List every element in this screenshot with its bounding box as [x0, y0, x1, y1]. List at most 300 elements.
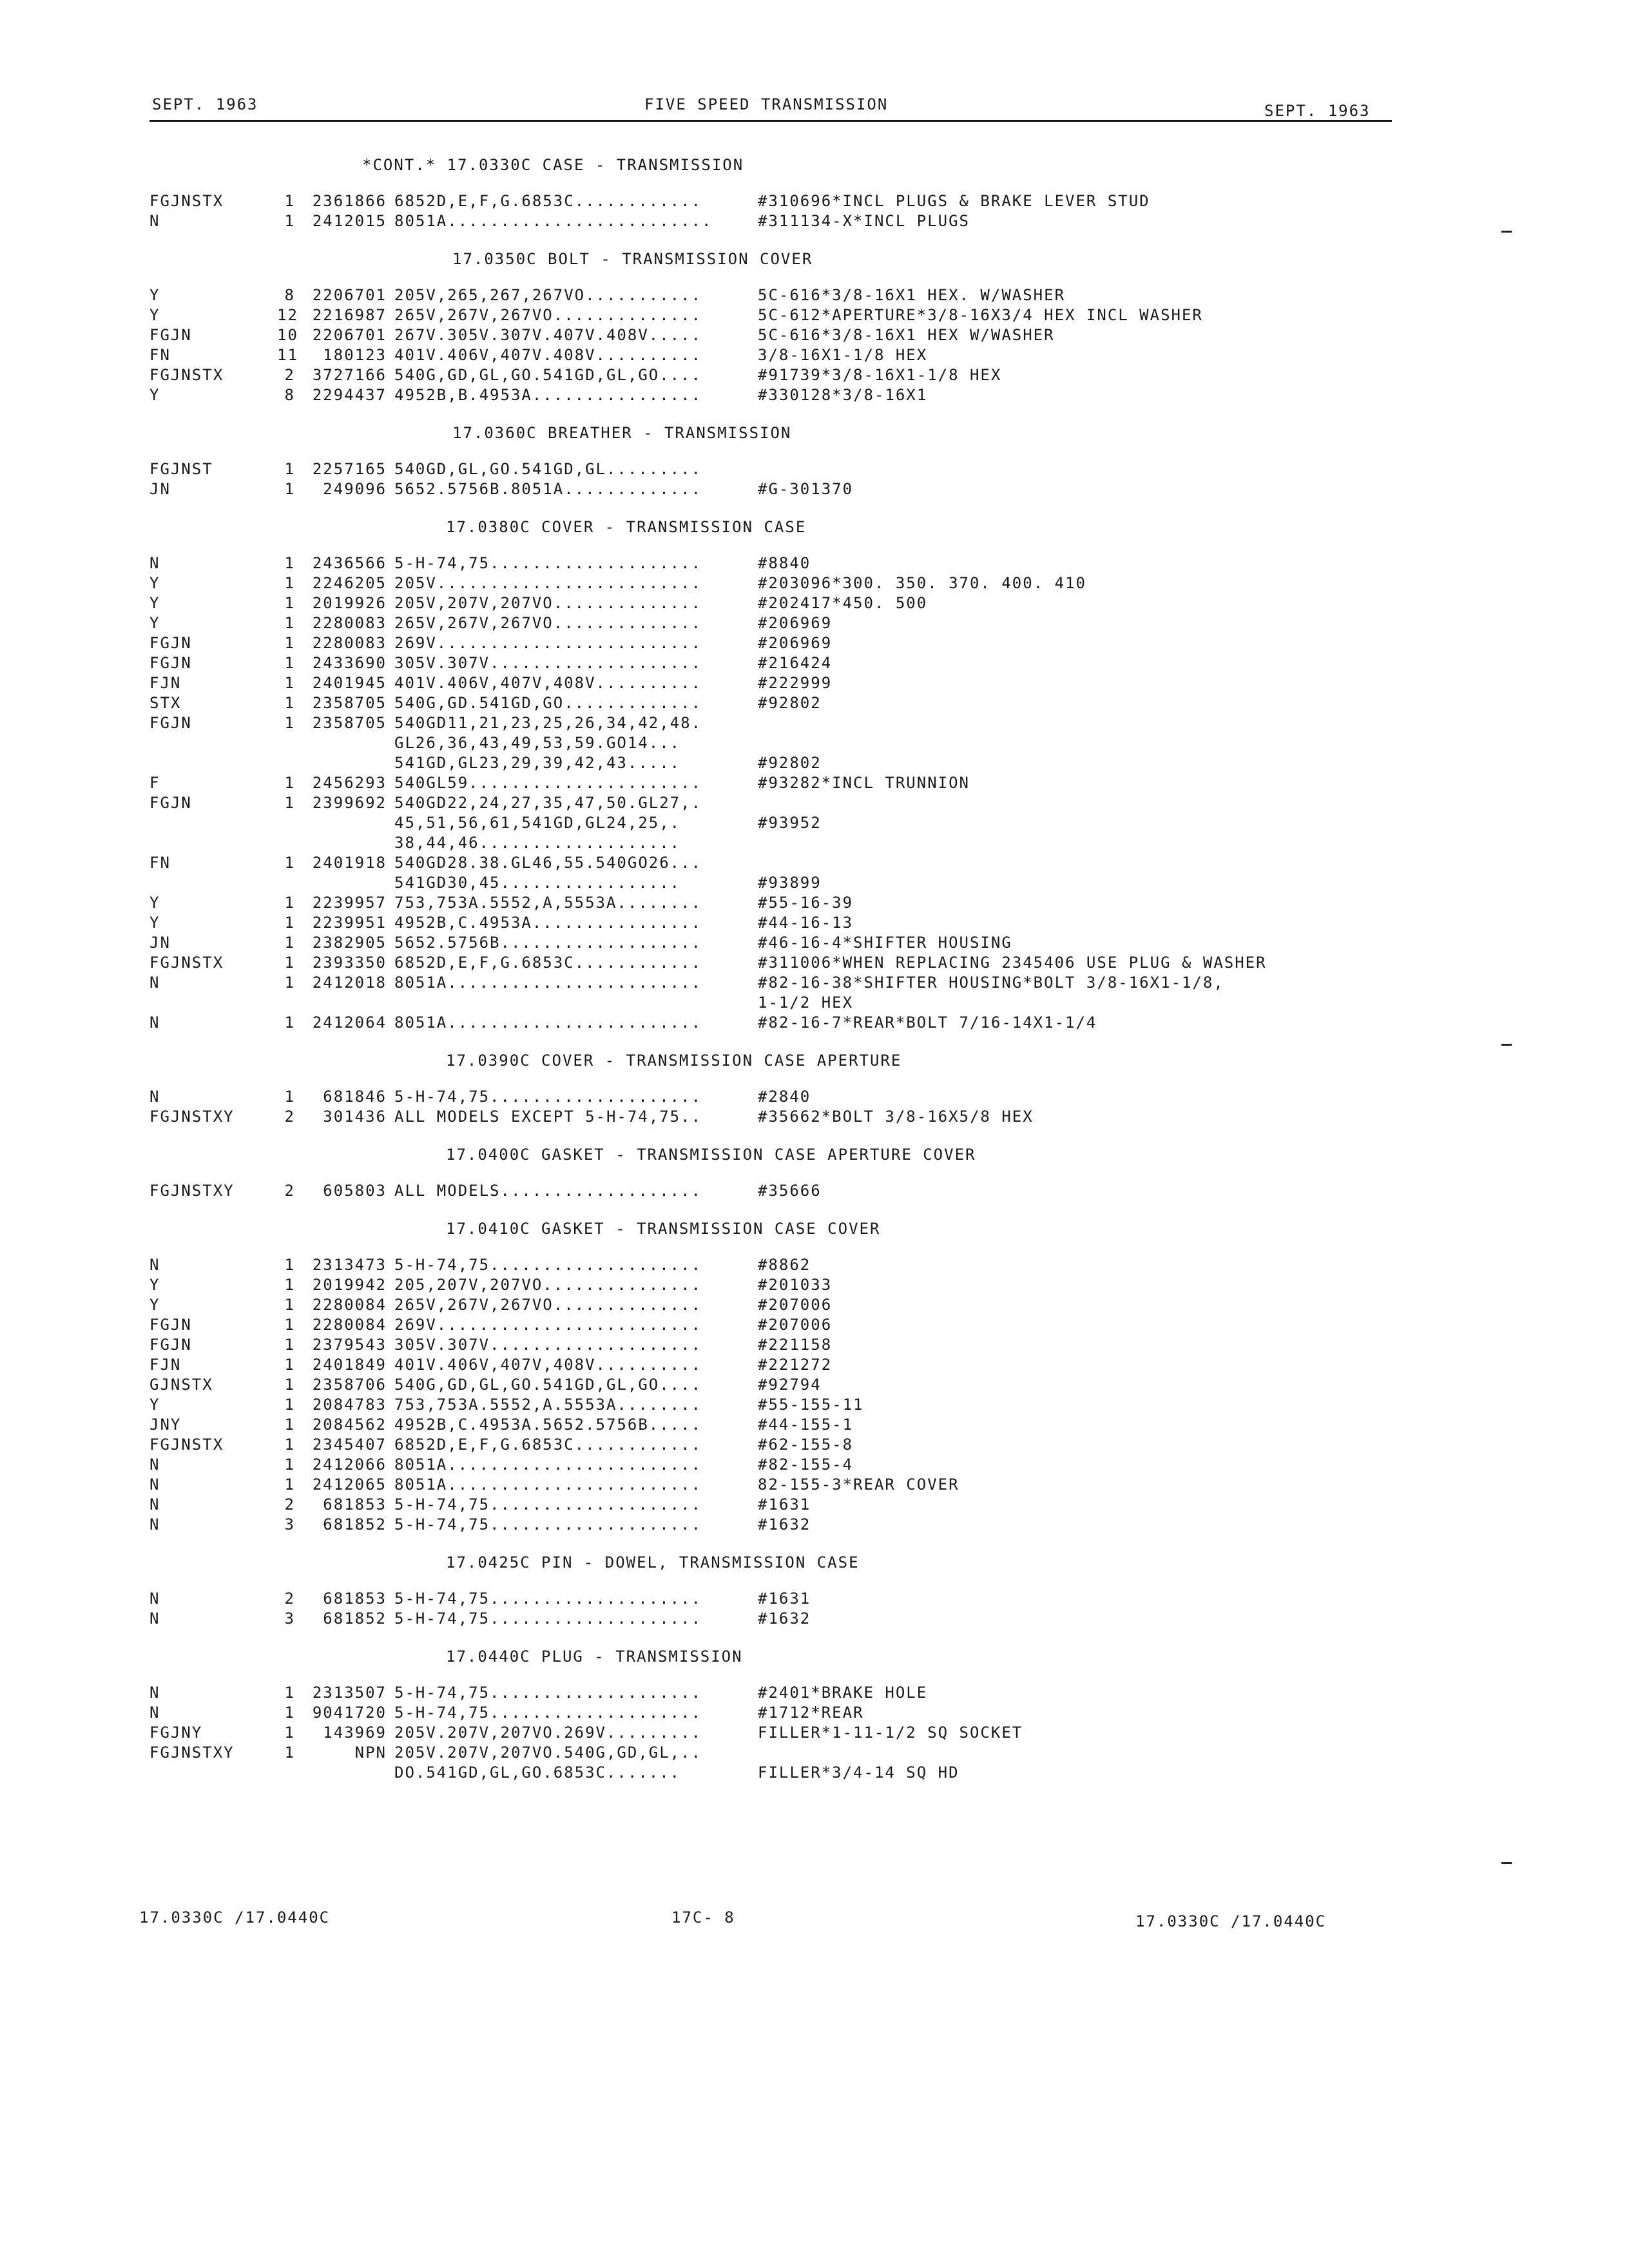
quantity: 1 [284, 1088, 295, 1106]
part-number: 2294437 [312, 386, 387, 404]
part-row [149, 365, 1438, 385]
catalog-section [149, 420, 1438, 499]
part-number: NPN [354, 1744, 387, 1762]
quantity: 1 [284, 1316, 295, 1334]
usage-models: 8051A........................ [394, 1456, 702, 1474]
quantity: 1 [284, 1744, 295, 1762]
footer-page-number: 17C- 8 [671, 1908, 735, 1927]
quantity: 8 [284, 286, 295, 304]
section-heading [149, 420, 1438, 446]
part-row [149, 992, 1438, 1012]
models-code: FGJN [149, 714, 192, 732]
reference: #44-155-1 [758, 1416, 854, 1434]
catalog-section [149, 1216, 1438, 1534]
part-row [149, 1514, 1438, 1534]
usage-models: 265V,267V,267VO.............. [394, 614, 702, 632]
reference: #91739*3/8-16X1-1/8 HEX [758, 366, 1002, 384]
quantity: 1 [284, 934, 295, 952]
quantity: 2 [284, 1495, 295, 1514]
part-row [149, 633, 1438, 653]
models-code: N [149, 1475, 160, 1494]
reference: #221272 [758, 1356, 833, 1374]
quantity: 2 [284, 1590, 295, 1608]
part-row [149, 191, 1438, 211]
usage-models: 5-H-74,75.................... [394, 1515, 702, 1533]
part-number: 249096 [323, 480, 387, 498]
reference: #1631 [758, 1590, 811, 1608]
reference: 3/8-16X1-1/8 HEX [758, 346, 928, 364]
part-number: 2206701 [312, 286, 387, 304]
reference: #222999 [758, 674, 833, 692]
reference: #1712*REAR [758, 1704, 864, 1722]
reference: #311006*WHEN REPLACING 2345406 USE PLUG & WASHER [758, 954, 1267, 972]
part-number: 2206701 [312, 326, 387, 344]
part-row [149, 972, 1438, 992]
reference: #93952 [758, 814, 822, 832]
part-number: 2358705 [312, 714, 387, 732]
reference: #92802 [758, 694, 822, 712]
usage-models: 541GD,GL23,29,39,42,43..... [394, 754, 681, 772]
part-number: 2412015 [312, 212, 387, 230]
part-row [149, 1012, 1438, 1032]
quantity: 1 [284, 1436, 295, 1454]
quantity: 1 [284, 974, 295, 992]
part-row [149, 1294, 1438, 1314]
usage-models: 305V.307V.................... [394, 1336, 702, 1354]
reference: FILLER*1-11-1/2 SQ SOCKET [758, 1724, 1023, 1742]
usage-models: 5-H-74,75.................... [394, 1684, 702, 1702]
part-number: 2216987 [312, 306, 387, 324]
usage-models: 5-H-74,75.................... [394, 1590, 702, 1608]
usage-models: 6852D,E,F,G.6853C............ [394, 192, 702, 210]
models-code: Y [149, 894, 160, 912]
part-row [149, 1702, 1438, 1722]
part-row [149, 1314, 1438, 1334]
part-row [149, 872, 1438, 892]
models-code: N [149, 1495, 160, 1514]
part-row [149, 1106, 1438, 1126]
quantity: 1 [284, 1704, 295, 1722]
quantity: 1 [284, 714, 295, 732]
part-number: 2280084 [312, 1296, 387, 1314]
part-row [149, 385, 1438, 405]
models-code: Y [149, 1296, 160, 1314]
models-code: N [149, 1590, 160, 1608]
quantity: 1 [284, 1475, 295, 1494]
quantity: 1 [284, 1356, 295, 1374]
quantity: 1 [284, 634, 295, 652]
models-code: Y [149, 306, 160, 324]
part-number: 2436566 [312, 554, 387, 572]
usage-models: 267V.305V.307V.407V.408V..... [394, 326, 702, 344]
part-row [149, 852, 1438, 872]
part-row [149, 793, 1438, 812]
usage-models: 540GD11,21,23,25,26,34,42,48. [394, 714, 702, 732]
reference: #35662*BOLT 3/8-16X5/8 HEX [758, 1108, 1034, 1126]
usage-models: 6852D,E,F,G.6853C............ [394, 1436, 702, 1454]
catalog-section [149, 1550, 1438, 1628]
section-heading [149, 514, 1438, 540]
reference: 1-1/2 HEX [758, 994, 854, 1012]
section-title: 17.0390C COVER - TRANSMISSION CASE APERTURE [446, 1052, 902, 1070]
section-heading [149, 1142, 1438, 1168]
usage-models: 540G,GD,GL,GO.541GD,GL,GO.... [394, 366, 702, 384]
section-heading [149, 152, 1438, 178]
part-number: 2246205 [312, 574, 387, 592]
models-code: Y [149, 286, 160, 304]
models-code: JN [149, 480, 171, 498]
reference: 82-155-3*REAR COVER [758, 1475, 959, 1494]
reference: 5C-616*3/8-16X1 HEX W/WASHER [758, 326, 1055, 344]
models-code: FGJNSTXY [149, 1108, 235, 1126]
models-code: FGJNSTX [149, 192, 224, 210]
usage-models: 205,207V,207VO............... [394, 1276, 702, 1294]
reference: #55-16-39 [758, 894, 854, 912]
part-number: 2313473 [312, 1256, 387, 1274]
usage-models: 401V.406V,407V,408V.......... [394, 674, 702, 692]
quantity: 1 [284, 574, 295, 592]
models-code: N [149, 1088, 160, 1106]
part-row [149, 325, 1438, 345]
catalog-section [149, 1142, 1438, 1200]
reference: #207006 [758, 1316, 833, 1334]
usage-models: 5-H-74,75.................... [394, 1704, 702, 1722]
models-code: FGJN [149, 634, 192, 652]
usage-models: DO.541GD,GL,GO.6853C....... [394, 1763, 681, 1782]
reference: #8840 [758, 554, 811, 572]
quantity: 2 [284, 366, 295, 384]
part-number: 2358706 [312, 1376, 387, 1394]
quantity: 1 [284, 1396, 295, 1414]
quantity: 1 [284, 694, 295, 712]
usage-models: 6852D,E,F,G.6853C............ [394, 954, 702, 972]
section-heading [149, 1550, 1438, 1575]
part-row [149, 553, 1438, 573]
usage-models: 269V......................... [394, 634, 702, 652]
models-code: FGJNSTX [149, 1436, 224, 1454]
reference: #206969 [758, 634, 833, 652]
part-number: 2379543 [312, 1336, 387, 1354]
part-row [149, 1474, 1438, 1494]
usage-models: 401V.406V,407V.408V.......... [394, 346, 702, 364]
part-number: 2358705 [312, 694, 387, 712]
reference: FILLER*3/4-14 SQ HD [758, 1763, 959, 1782]
reference: #46-16-4*SHIFTER HOUSING [758, 934, 1012, 952]
part-number: 2393350 [312, 954, 387, 972]
usage-models: 5-H-74,75.................... [394, 1088, 702, 1106]
usage-models: 205V.207V,207VO.269V......... [394, 1724, 702, 1742]
reference: #207006 [758, 1296, 833, 1314]
usage-models: 401V.406V,407V,408V.......... [394, 1356, 702, 1374]
footer-left-range: 17.0330C /17.0440C [139, 1908, 331, 1927]
models-code: FGJNST [149, 460, 213, 478]
quantity: 1 [284, 594, 295, 612]
quantity: 1 [284, 674, 295, 692]
reference: #92794 [758, 1376, 822, 1394]
part-row [149, 1086, 1438, 1106]
part-number: 2412066 [312, 1456, 387, 1474]
models-code: F [149, 774, 160, 792]
reference: #44-16-13 [758, 914, 854, 932]
usage-models: 5-H-74,75.................... [394, 1495, 702, 1514]
part-number: 2399692 [312, 794, 387, 812]
margin-mark [1501, 231, 1512, 233]
quantity: 1 [284, 192, 295, 210]
quantity: 1 [284, 1276, 295, 1294]
models-code: N [149, 974, 160, 992]
quantity: 1 [284, 1376, 295, 1394]
reference: #62-155-8 [758, 1436, 854, 1454]
quantity: 1 [284, 774, 295, 792]
models-code: FGJNSTX [149, 366, 224, 384]
quantity: 2 [284, 1182, 295, 1200]
part-row [149, 1682, 1438, 1702]
section-title: 17.0360C BREATHER - TRANSMISSION [452, 424, 792, 442]
part-number: 2019942 [312, 1276, 387, 1294]
part-number: 2019926 [312, 594, 387, 612]
models-code: FN [149, 346, 171, 364]
section-heading [149, 246, 1438, 272]
reference: #55-155-11 [758, 1396, 864, 1414]
part-number: 2280084 [312, 1316, 387, 1334]
models-code: GJNSTX [149, 1376, 213, 1394]
part-row [149, 1334, 1438, 1354]
part-row [149, 345, 1438, 365]
models-code: N [149, 1704, 160, 1722]
section-heading [149, 1644, 1438, 1669]
usage-models: 540G,GD.541GD,GO............. [394, 694, 702, 712]
usage-models: 4952B,C.4953A................ [394, 914, 702, 932]
part-row [149, 1762, 1438, 1782]
part-number: 2456293 [312, 774, 387, 792]
quantity: 1 [284, 614, 295, 632]
usage-models: 5-H-74,75.................... [394, 554, 702, 572]
reference: #82-16-7*REAR*BOLT 7/16-14X1-1/4 [758, 1014, 1097, 1032]
section-title: 17.0440C PLUG - TRANSMISSION [446, 1648, 743, 1666]
usage-models: 4952B,B.4953A................ [394, 386, 702, 404]
part-row [149, 1588, 1438, 1608]
parts-list [149, 152, 1438, 1782]
reference: #1632 [758, 1515, 811, 1533]
usage-models: 305V.307V.................... [394, 654, 702, 672]
quantity: 1 [284, 894, 295, 912]
part-row [149, 952, 1438, 972]
usage-models: 38,44,46................... [394, 834, 681, 852]
part-number: 2345407 [312, 1436, 387, 1454]
reference: 5C-612*APERTURE*3/8-16X3/4 HEX INCL WASHER [758, 306, 1203, 324]
usage-models: 8051A........................ [394, 1014, 702, 1032]
part-number: 2401918 [312, 854, 387, 872]
section-title: 17.0425C PIN - DOWEL, TRANSMISSION CASE [446, 1553, 860, 1571]
catalog-section [149, 152, 1438, 231]
models-code: N [149, 1684, 160, 1702]
header-rule [149, 120, 1392, 122]
quantity: 1 [284, 1256, 295, 1274]
part-number: 2401945 [312, 674, 387, 692]
usage-models: 540GD22,24,27,35,47,50.GL27,. [394, 794, 702, 812]
part-row [149, 733, 1438, 753]
models-code: Y [149, 574, 160, 592]
quantity: 1 [284, 654, 295, 672]
part-number: 2084562 [312, 1416, 387, 1434]
models-code: N [149, 554, 160, 572]
part-number: 2280083 [312, 614, 387, 632]
quantity: 12 [277, 306, 298, 324]
usage-models: 205V,265,267,267VO........... [394, 286, 702, 304]
quantity: 1 [284, 1416, 295, 1434]
quantity: 3 [284, 1610, 295, 1628]
catalog-section [149, 514, 1438, 1032]
header-right-date: SEPT. 1963 [1264, 102, 1371, 120]
reference: #35666 [758, 1182, 822, 1200]
models-code: Y [149, 614, 160, 632]
usage-models: 541GD30,45................. [394, 874, 681, 892]
models-code: FN [149, 854, 171, 872]
reference: #8862 [758, 1256, 811, 1274]
part-row [149, 713, 1438, 733]
part-number: 9041720 [312, 1704, 387, 1722]
part-row [149, 693, 1438, 713]
part-number: 2084783 [312, 1396, 387, 1414]
part-row [149, 912, 1438, 932]
usage-models: ALL MODELS................... [394, 1182, 702, 1200]
part-row [149, 593, 1438, 613]
part-number: 2433690 [312, 654, 387, 672]
margin-mark [1501, 1862, 1512, 1864]
models-code: JNY [149, 1416, 182, 1434]
models-code: FGJN [149, 1336, 192, 1354]
part-row [149, 1434, 1438, 1454]
models-code: Y [149, 914, 160, 932]
quantity: 1 [284, 854, 295, 872]
footer-right-range: 17.0330C /17.0440C [1135, 1912, 1327, 1930]
reference: #82-16-38*SHIFTER HOUSING*BOLT 3/8-16X1-1/8, [758, 974, 1224, 992]
part-row [149, 773, 1438, 793]
models-code: FGJN [149, 326, 192, 344]
usage-models: GL26,36,43,49,53,59.GO14... [394, 734, 681, 752]
models-code: N [149, 1014, 160, 1032]
header-title: FIVE SPEED TRANSMISSION [644, 95, 889, 113]
section-title: 17.0380C COVER - TRANSMISSION CASE [446, 518, 807, 536]
usage-models: 5652.5756B.8051A............. [394, 480, 702, 498]
reference: #221158 [758, 1336, 833, 1354]
part-number: 681852 [323, 1610, 387, 1628]
reference: #216424 [758, 654, 833, 672]
usage-models: 265V,267V,267VO.............. [394, 306, 702, 324]
models-code: N [149, 1456, 160, 1474]
part-number: 2280083 [312, 634, 387, 652]
reference: #2401*BRAKE HOLE [758, 1684, 928, 1702]
quantity: 1 [284, 480, 295, 498]
catalog-section [149, 1048, 1438, 1126]
quantity: 1 [284, 1684, 295, 1702]
part-row [149, 832, 1438, 852]
part-row [149, 1494, 1438, 1514]
part-number: 2257165 [312, 460, 387, 478]
models-code: FGJNSTXY [149, 1182, 235, 1200]
quantity: 2 [284, 1108, 295, 1126]
usage-models: 753,753A.5552,A.5553A........ [394, 1396, 702, 1414]
section-title: 17.0350C BOLT - TRANSMISSION COVER [452, 250, 813, 268]
part-number: 143969 [323, 1724, 387, 1742]
part-number: 2412065 [312, 1475, 387, 1494]
models-code: Y [149, 386, 160, 404]
part-number: 180123 [323, 346, 387, 364]
models-code: Y [149, 594, 160, 612]
part-number: 2382905 [312, 934, 387, 952]
part-row [149, 613, 1438, 633]
part-number: 2239951 [312, 914, 387, 932]
part-row [149, 673, 1438, 693]
catalog-section [149, 1644, 1438, 1782]
part-row [149, 1274, 1438, 1294]
usage-models: 4952B,C.4953A.5652.5756B..... [394, 1416, 702, 1434]
part-row [149, 1454, 1438, 1474]
quantity: 1 [284, 1336, 295, 1354]
reference: #310696*INCL PLUGS & BRAKE LEVER STUD [758, 192, 1150, 210]
part-row [149, 1414, 1438, 1434]
catalog-section [149, 246, 1438, 405]
part-row [149, 479, 1438, 499]
part-row [149, 305, 1438, 325]
usage-models: 5652.5756B................... [394, 934, 702, 952]
part-number: 681853 [323, 1495, 387, 1514]
models-code: N [149, 212, 160, 230]
reference: 5C-616*3/8-16X1 HEX. W/WASHER [758, 286, 1066, 304]
part-row [149, 932, 1438, 952]
reference: #311134-X*INCL PLUGS [758, 212, 970, 230]
models-code: FJN [149, 674, 182, 692]
section-title: *CONT.* 17.0330C CASE - TRANSMISSION [362, 156, 744, 174]
quantity: 1 [284, 1296, 295, 1314]
part-row [149, 1394, 1438, 1414]
part-number: 2401849 [312, 1356, 387, 1374]
part-row [149, 1180, 1438, 1200]
quantity: 1 [284, 460, 295, 478]
part-row [149, 573, 1438, 593]
usage-models: 45,51,56,61,541GD,GL24,25,. [394, 814, 681, 832]
models-code: STX [149, 694, 182, 712]
quantity: 11 [277, 346, 298, 364]
part-number: 681846 [323, 1088, 387, 1106]
reference: #201033 [758, 1276, 833, 1294]
part-row [149, 459, 1438, 479]
section-heading [149, 1216, 1438, 1242]
part-row [149, 1608, 1438, 1628]
reference: #93899 [758, 874, 822, 892]
usage-models: 753,753A.5552,A,5553A........ [394, 894, 702, 912]
header-left-date: SEPT. 1963 [152, 95, 258, 113]
usage-models: 265V,267V,267VO.............. [394, 1296, 702, 1314]
reference: #206969 [758, 614, 833, 632]
usage-models: 540GL59...................... [394, 774, 702, 792]
margin-mark [1501, 1044, 1512, 1046]
part-row [149, 753, 1438, 773]
quantity: 1 [284, 1724, 295, 1742]
usage-models: 540GD28.38.GL46,55.540GO26... [394, 854, 702, 872]
quantity: 1 [284, 954, 295, 972]
usage-models: 269V......................... [394, 1316, 702, 1334]
part-number: 605803 [323, 1182, 387, 1200]
usage-models: 540G,GD,GL,GO.541GD,GL,GO.... [394, 1376, 702, 1394]
part-row [149, 653, 1438, 673]
models-code: FGJN [149, 654, 192, 672]
part-row [149, 211, 1438, 231]
part-row [149, 812, 1438, 832]
models-code: Y [149, 1396, 160, 1414]
models-code: FGJNY [149, 1724, 203, 1742]
reference: #G-301370 [758, 480, 854, 498]
